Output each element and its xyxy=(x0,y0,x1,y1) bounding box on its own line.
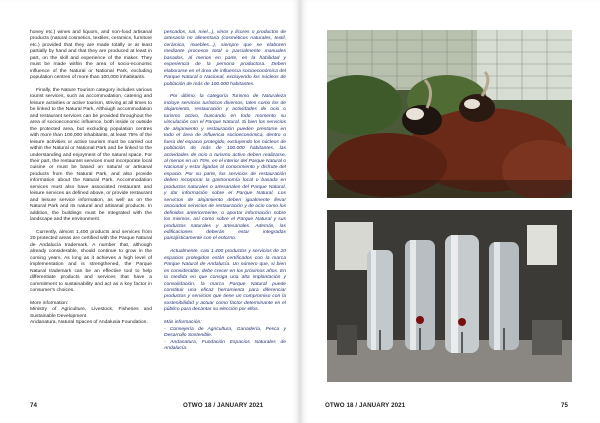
page-number-left: 74 xyxy=(30,402,38,409)
en-more-info-line-2: Andanatura, Natural Spaces of Andalusia Foundation. xyxy=(30,320,148,326)
goats-illustration xyxy=(327,30,572,198)
goats-photo xyxy=(327,30,572,198)
es-paragraph-1: pescados, sal, miel...), vinos y licores o productos de artesanía no alimentaria (cosméticos naturales, textil, cerámica, muebles...), siempre que se elaboren mediante procesos total o parcialmente manuales basados, al menos en parte, en la habilidad y experiencia de la persona productora. Deben elaborarse en el área de influencia socioeconómica del Parque Natural o Nacional, excluyendo los núcleos de población de más de 100.000 habitantes. xyxy=(164,30,286,87)
en-paragraph-3: Currently, almost 1,400 products and services from 20 protected areas are certified with the Parque Natural de Andalucía trademark. A number that, although already considerable, should continue to grow in the coming years. As long as it achieves a high level of implementation and is strengthened, the Parque Natural trademark can be an effective tool to help differentiate products and services that have a commitment to sustainability and act as a key factor in consumer's choices. xyxy=(30,229,152,293)
folio-left: OTWO 18 / JANUARY 2021 xyxy=(183,402,264,409)
spanish-column xyxy=(164,30,286,352)
es-paragraph-2: Por último, la categoría Turismo de Naturaleza incluye servicios turísticos diversos, tales como los de alojamiento, restauración y actividades de ocio o turismo activo, buscando en todo momento su vinculación con el Parque Natural. Si bien los servicios de alojamiento y restauración pueden prestarse en todo el área de influencia socioeconómica, dentro o fuera del espacio protegido, excluyendo los núcleos de población de más de 100.000 habitantes, las actividades de ocio o turismo activo deben realizarse, al menos en un 75%, en el interior del Parque Natural o Nacional y estar ligadas al conocimiento y disfrute del espacio. Por su parte, los servicios de restauración deben incorporar la gastronomía local o basada en productos naturales o artesanales del Parque Natural, y dar información sobre el Parque Natural. Los servicios de alojamiento deben igualmente llevar asociados servicios de restauración y de ocio como los definidos anteriormente, o aportar información sobre los mismos, así como sobre el Parque Natural y sus productos naturales y artesanales. Además, las edificaciones deberán estar integradas paisajísticamente con el entorno. xyxy=(164,94,286,242)
folio-right: OTWO 18 / JANUARY 2021 xyxy=(325,402,406,409)
en-paragraph-2: Finally, the Nature Tourism category includes various tourist services, such as accommodation, catering and leisure activities or active tourism, striving at all times to be linked to the Natural Park. Although accommodation and restaurant services can be provided throughout the area of socioeconomic influence, both inside or outside the protected area, but excluding population centres with more than 100,000 inhabitants, at least 75% of the leisure activities or active tourism must be carried out within the Natural or National Park and be linked to the understanding and enjoyment of the natural space. For their part, the restaurant services must incorporate local cuisine or must be based on natural or artisanal products from the Natural Park, and also provide information about the Natural Park. Accommodation services must also have associated restaurant and leisure services as defined above, or provide restaurant and leisure service information, as well as on the Natural Park and its natural and artisanal products. In addition, the buildings must be integrated with the landscape and the environment. xyxy=(30,88,152,223)
en-more-info-heading: More information: xyxy=(30,300,69,306)
page-number-right: 75 xyxy=(561,402,569,409)
es-paragraph-3: Actualmente, casi 1.400 productos y servicios de 20 espacios protegidos están certificados con la marca Parque Natural de Andalucía. Un número que, si bien es considerable, debe crecer en los próximos años. En la medida en que consiga una alta implantación y consolidación, la marca Parque Natural puede constituir una eficaz herramienta para diferenciar productos y servicios que tiene un compromiso con la sostenibilidad y actuar como factor determinante en el público para decantar su elección por ellos. xyxy=(164,249,286,313)
en-paragraph-1: honey etc.) wines and liquors, and non-food artisanal products (natural cosmetics, textiles, ceramics, furniture etc.) provided that they are made totally or at least partially by hand and that they are produced at least in part, on the skill and experience of the maker. They must be made within the area of socio-economic influence of the Natural or National Park, excluding population centres of more than 100,000 inhabitants. xyxy=(30,30,152,81)
es-more-info-line-1: - Consejería de Agricultura, Ganadería, Pesca y Desarrollo Sostenible. xyxy=(164,326,286,339)
winery-tanks-photo xyxy=(327,210,572,382)
es-more-info-heading: Más información: xyxy=(164,320,202,326)
en-more-info-line-1: Ministry of Agriculture, Livestock, Fisheries and Sustainable Development xyxy=(30,307,152,319)
winery-illustration xyxy=(327,210,572,382)
english-column xyxy=(30,30,152,327)
es-more-info-line-2: - Andanatura, Fundación Espacios Naturales de Andalucía. xyxy=(164,339,286,352)
